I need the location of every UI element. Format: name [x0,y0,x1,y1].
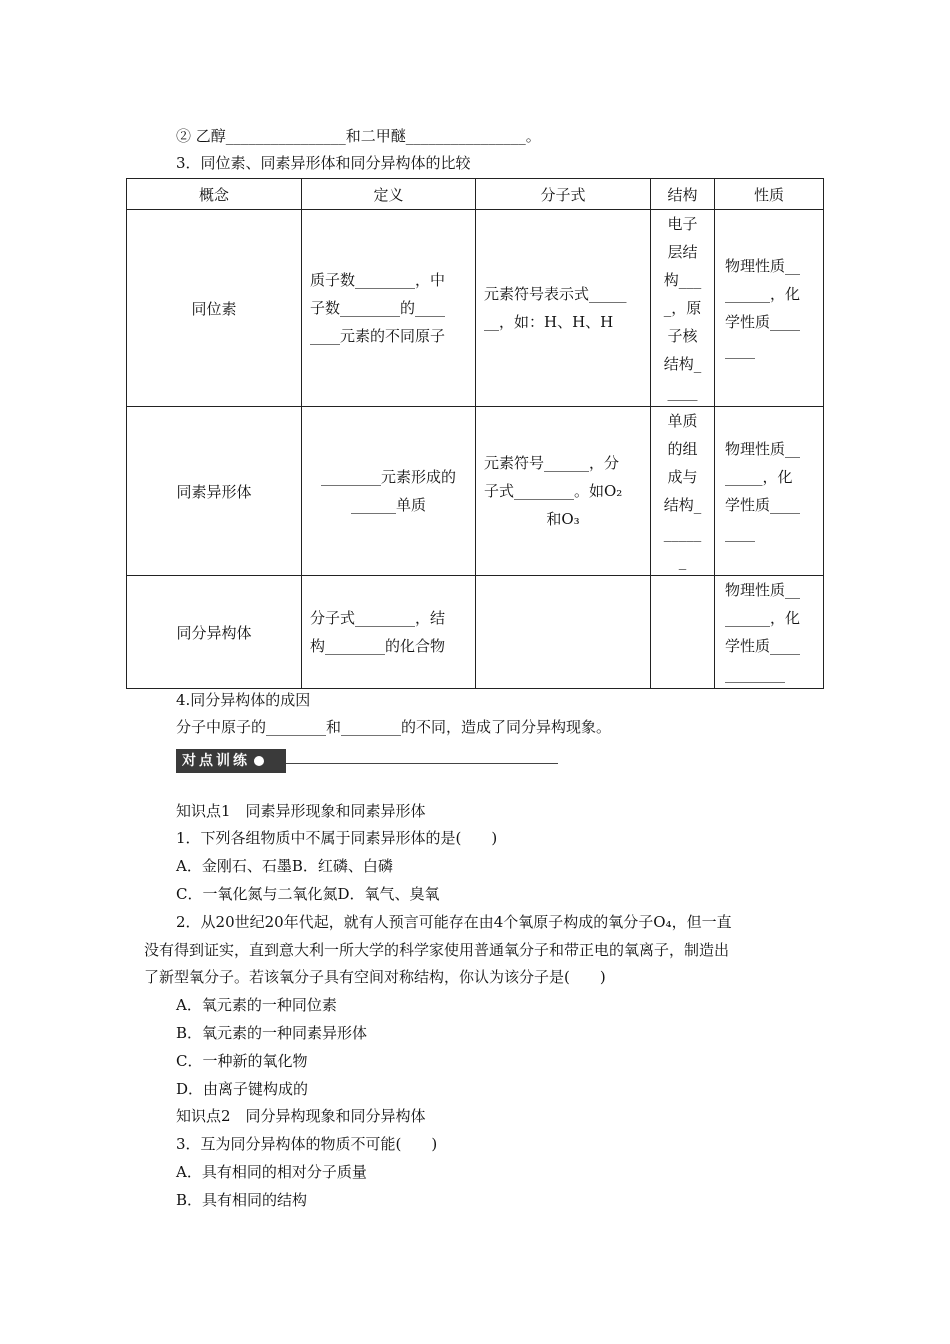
structure-cell [651,576,715,689]
concept-cell: 同素异形体 [127,407,302,576]
property-cell [715,210,824,407]
property-line: ________ [725,665,785,683]
structure-line: ____ [667,383,698,401]
property-line: ______，化 [725,609,801,627]
question-2-line1: 2．从20世纪20年代起，就有人预言可能存在由4个氧原子构成的氧分子O₄，但一直 [176,913,732,931]
property-line: 学性质____ [725,496,801,514]
definition-line: 构________的化合物 [310,637,446,655]
structure-line: 单质 [667,412,698,430]
structure-line: _ [678,552,687,570]
question-2-option-c: C．一种新的氧化物 [176,1052,308,1070]
table-row-isomer [127,576,824,689]
question-3-option-a: A．具有相同的相对分子质量 [176,1163,367,1181]
formula-line: 元素符号______，分 [484,454,620,472]
structure-cell [651,210,715,407]
formula-cell [476,210,651,407]
property-line: 学性质____ [725,637,801,655]
property-line: ______，化 [725,285,801,303]
property-line: 物理性质__ [725,257,801,275]
property-line: 学性质____ [725,313,801,331]
question-2-line3: 了新型氧分子。若该氧分子具有空间对称结构，你认为该分子是( ) [144,968,606,986]
knowledge-point-2: 知识点2 同分异构现象和同分异构体 [176,1107,426,1125]
property-line: ____ [725,341,755,359]
structure-line: 构___ [663,271,702,289]
question-1: 1．下列各组物质中不属于同素异形体的是( ) [176,829,498,847]
table-header-row [127,179,824,210]
formula-line: __，如：H、H、H [484,313,614,331]
question-2-option-d: D．由离子键构成的 [176,1080,309,1098]
definition-line: ____元素的不同原子 [310,327,446,345]
structure-line: _____ [663,524,702,542]
structure-line: 层结 [667,243,698,261]
question-3-option-b: B．具有相同的结构 [176,1191,308,1209]
structure-line: 子核 [667,327,698,345]
property-line: ____ [725,524,755,542]
definition-line: 质子数________，中 [310,271,446,289]
definition-line: 子数________的____ [310,299,446,317]
table-row-allotrope [127,407,824,576]
bullet-icon [254,756,264,766]
structure-line: _，原 [663,299,702,317]
table-row-isotope [127,210,824,407]
property-line: 物理性质__ [725,440,801,458]
header-property: 性质 [715,179,824,210]
structure-line: 电子 [667,215,698,233]
formula-cell [476,407,651,576]
comparison-table [126,178,824,689]
header-structure: 结构 [651,179,715,210]
question-2-option-b: B．氧元素的一种同素异形体 [176,1024,368,1042]
formula-line: 和O₃ [546,510,580,528]
practice-badge [176,749,286,773]
definition-line: ________元素形成的 [320,468,456,486]
concept-cell: 同位素 [127,210,302,407]
question-2-line2: 没有得到证实，直到意大利一所大学的科学家使用普通氧分子和带正电的氧离子，制造出 [144,941,730,959]
question-1-options-cd: C．一氧化氮与二氧化氮D．氧气、臭氧 [176,885,440,903]
section-divider [286,763,558,764]
structure-line: 成与 [667,468,698,486]
section4-heading: 4.同分异构体的成因 [176,691,311,709]
property-cell [715,407,824,576]
ethanol-line: ② 乙醇________________和二甲醚________________。 [176,127,541,145]
question-3: 3．互为同分异构体的物质不可能( ) [176,1135,438,1153]
question-1-options-ab: A．金刚石、石墨B．红磷、白磷 [176,857,393,875]
structure-line: 结构_ [663,355,702,373]
question-2-option-a: A．氧元素的一种同位素 [176,996,337,1014]
header-definition: 定义 [302,179,476,210]
header-formula: 分子式 [476,179,651,210]
formula-cell [476,576,651,689]
structure-line: 的组 [667,440,698,458]
structure-line: 结构_ [663,496,702,514]
practice-badge-label: 对点训练 [182,753,250,769]
definition-line: 分子式________，结 [310,609,446,627]
header-concept: 概念 [127,179,302,210]
property-line: _____，化 [725,468,793,486]
concept-cell: 同分异构体 [127,576,302,689]
section4-text: 分子中原子的________和________的不同，造成了同分异构现象。 [176,718,612,736]
comparison-heading: 3．同位素、同素异形体和同分异构体的比较 [176,154,471,172]
definition-cell [302,407,476,576]
definition-cell [302,576,476,689]
definition-line: ______单质 [350,496,426,514]
knowledge-point-1: 知识点1 同素异形现象和同素异形体 [176,802,426,820]
property-cell [715,576,824,689]
formula-line: 子式________。如O₂ [484,482,623,500]
definition-cell [302,210,476,407]
structure-cell [651,407,715,576]
formula-line: 元素符号表示式_____ [484,285,627,303]
property-line: 物理性质__ [725,581,801,599]
